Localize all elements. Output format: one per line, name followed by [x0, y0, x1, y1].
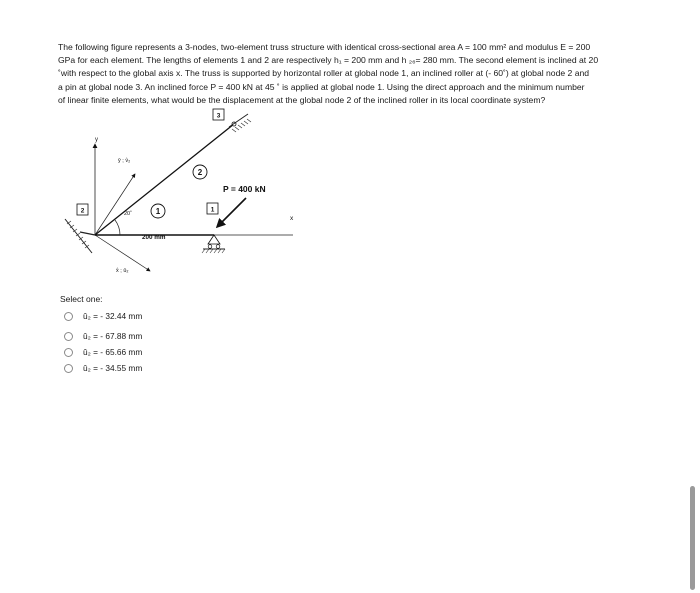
radio-button[interactable] — [64, 364, 73, 373]
answer-option-label: û₂ = - 34.55 mm — [83, 363, 143, 373]
angle-arc — [115, 220, 120, 235]
pin-support — [229, 114, 251, 132]
element-2-label: 2 — [197, 168, 203, 177]
horizontal-roller-support — [202, 235, 225, 253]
global-x-axis-label: x — [290, 215, 294, 222]
force-arrow — [217, 198, 246, 227]
answer-option[interactable] — [64, 308, 142, 324]
node-1-label: 1 — [210, 206, 215, 214]
answer-option-label: û₂ = - 32.44 mm — [83, 311, 143, 321]
select-one-label: Select one: — [60, 294, 103, 304]
radio-button[interactable] — [64, 312, 73, 321]
question-line: a pin at global node 3. An inclined force P = 400 kN at 45 ˚ is applied at global node 1. Using the direct approach and the minimum number — [58, 81, 585, 92]
inclined-roller-support — [65, 219, 95, 253]
length-label: 200 mm — [142, 234, 166, 241]
question-line: of linear finite elements, what would be the displacement at the global node 2 of the inclined roller in its local coordinate system? — [58, 94, 546, 105]
angle-label: 20˚ — [124, 211, 132, 217]
radio-button[interactable] — [64, 332, 73, 341]
question-line: GPa for each element. The lengths of elements 1 and 2 are respectively h₁ = 200 mm and h ₂₆= 280 mm. The second element is inclined at 20 — [58, 55, 599, 66]
node-3-label: 3 — [216, 112, 221, 120]
answer-option[interactable] — [64, 344, 142, 360]
node-2-label: 2 — [80, 207, 85, 215]
question-text — [58, 41, 648, 107]
local-y-axis — [95, 174, 135, 235]
element-1-label: 1 — [155, 207, 161, 216]
global-y-axis-label: y — [95, 137, 98, 143]
answer-option[interactable] — [64, 328, 142, 344]
local-x-axis-label: x̂ ; û₂ — [116, 268, 129, 274]
question-line: ˚with respect to the global axis x. The truss is supported by horizontal roller at global node 1, an inclined roller at (- 60˚) at global node 2 and — [58, 68, 590, 79]
local-y-axis-label: ŷ ; v̂₂ — [118, 158, 131, 164]
answer-option-label: û₂ = - 65.66 mm — [83, 347, 143, 357]
truss-figure — [58, 104, 308, 284]
answer-option[interactable] — [64, 360, 142, 376]
question-line: The following figure represents a 3-nodes, two-element truss structure with identical cross-sectional area A = 100 mm² and modulus E = 200 — [58, 42, 591, 52]
radio-button[interactable] — [64, 348, 73, 357]
force-label: P = 400 kN — [223, 184, 266, 194]
element-2 — [95, 124, 234, 235]
answer-option-label: û₂ = - 67.88 mm — [83, 331, 143, 341]
answer-options — [64, 308, 142, 376]
scrollbar-thumb[interactable] — [690, 486, 695, 590]
